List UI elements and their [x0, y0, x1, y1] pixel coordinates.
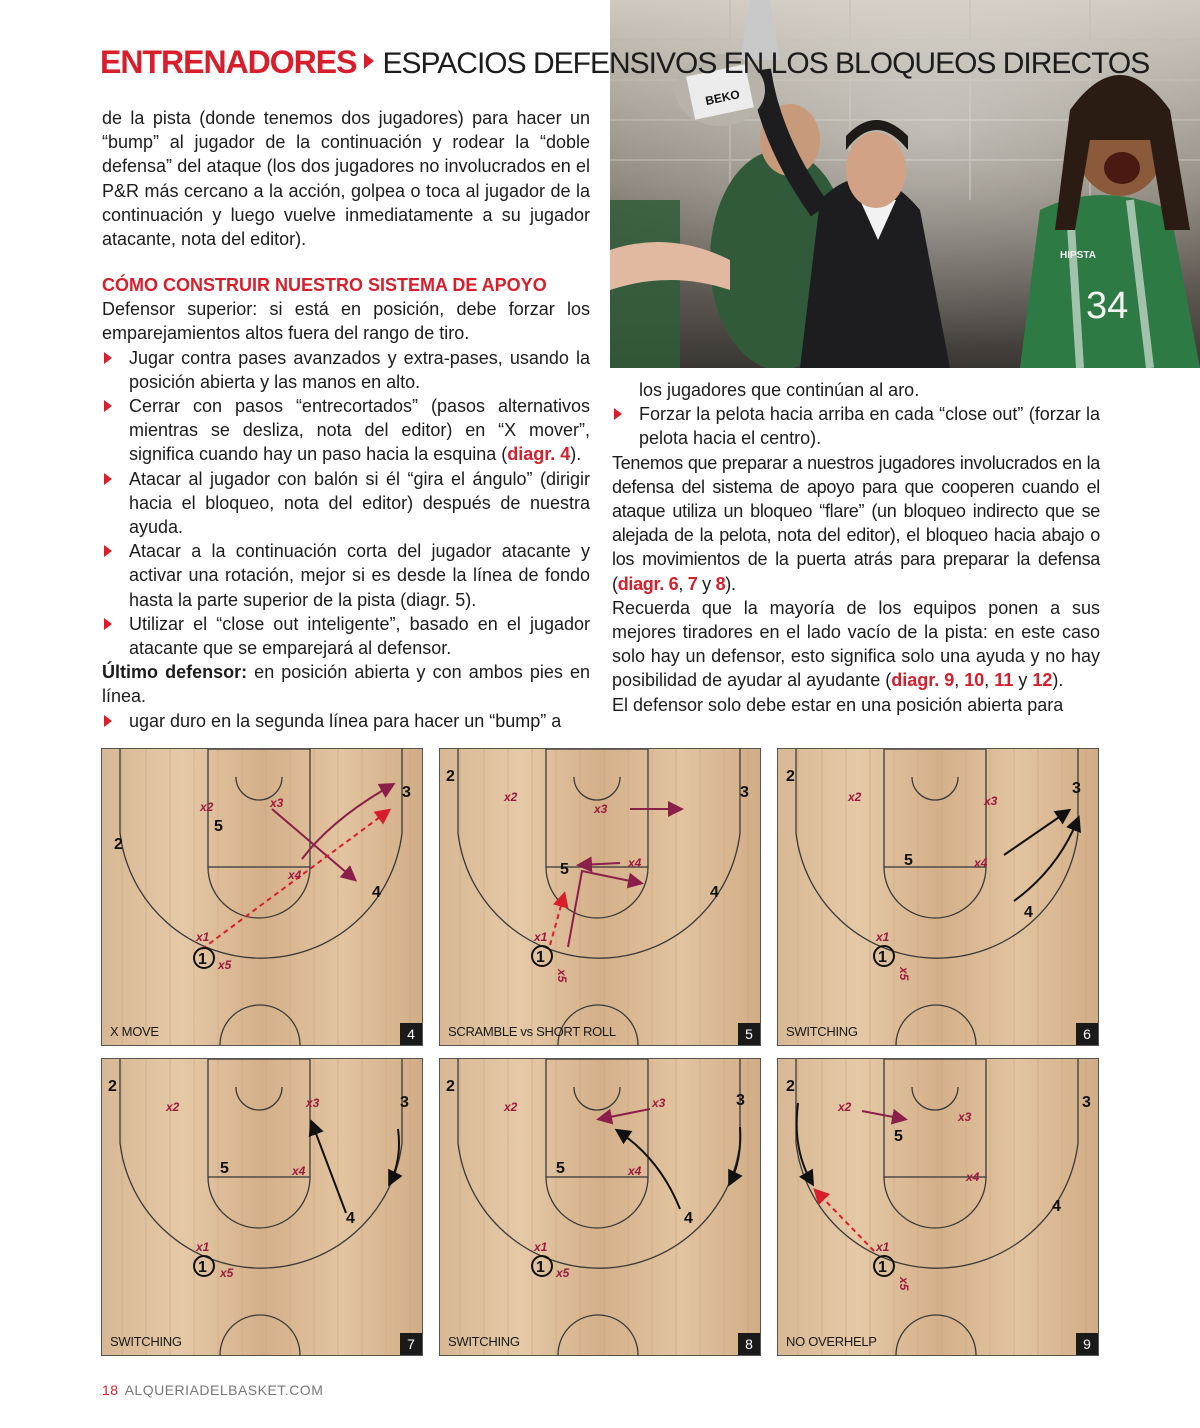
defense-player-label: x2 — [200, 800, 214, 814]
offense-player-label: 1 — [198, 1259, 207, 1276]
diagram-number: 7 — [400, 1333, 422, 1355]
offense-player-label: 5 — [220, 1160, 229, 1177]
header-arrow-icon — [364, 53, 374, 69]
defense-player-label: x5 — [218, 958, 232, 972]
bullet-list — [102, 346, 590, 661]
offense-player-label: 5 — [904, 852, 913, 869]
page-header — [100, 44, 1149, 84]
diagram-5-scramble — [439, 748, 761, 1046]
list-item: Atacar al jugador con balón si él “gira el ángulo” (dirigir hacia el bloqueo, nota del editor) después de nuestra ayuda. — [102, 467, 590, 540]
list-item: Cerrar con pasos “entrecortados” (pasos alternativos mientras se desliza, nota del editor) en “X mover”, significa cuando hay un paso hacia la esquina (diagr. 4). — [102, 394, 590, 467]
diagram-ref: diagr. 4 — [507, 444, 571, 465]
defense-player-label: x1 — [876, 930, 890, 944]
offense-player-label: 3 — [740, 784, 749, 801]
offense-player-label: 3 — [1082, 1094, 1091, 1111]
page-number: 18 — [102, 1382, 119, 1398]
defense-player-label: x3 — [652, 1096, 666, 1110]
diagram-7-switching — [101, 1058, 423, 1356]
offense-player-label: 4 — [1024, 904, 1033, 921]
diagram-ref: 12 — [1032, 670, 1053, 691]
defense-player-label: x5 — [555, 969, 569, 983]
defense-player-label: x5 — [556, 1266, 570, 1280]
offense-player-label: 3 — [1072, 780, 1081, 797]
offense-player-label: 3 — [736, 1092, 745, 1109]
defense-player-label: x1 — [196, 1240, 210, 1254]
diagram-label: SWITCHING — [110, 1334, 182, 1349]
paragraph: Recuerda que la mayoría de los equipos ponen a sus mejores tiradores en el lado vacío de la pista: en este caso solo hay un defensor, esto significa solo una ayuda y no hay posibilidad de ayudar al ayudante (diagr. 9, 10, 11 y 12). — [612, 597, 1100, 691]
court-svg — [440, 1059, 760, 1355]
defense-player-label: x3 — [984, 794, 998, 808]
defense-player-label: x4 — [628, 1164, 642, 1178]
offense-player-label: 2 — [446, 768, 455, 785]
diagram-ref: 10 — [964, 670, 985, 691]
page-footer — [102, 1382, 323, 1398]
paragraph: de la pista (donde tenemos dos jugadores) para hacer un “bump” al jugador de la continuación y rodear la “doble defensa” del ataque (los dos jugadores no involucrados en el P&R más cercano a la acción, golpea o toca al jugador de la continuación y luego vuelve inmediatamente a su jugador atacante, nota del editor). — [102, 108, 590, 250]
diagram-label: SWITCHING — [786, 1024, 858, 1039]
bullet-list — [102, 709, 590, 733]
diagram-number: 4 — [400, 1023, 422, 1045]
diagram-9-no-overhelp — [777, 1058, 1099, 1356]
jersey-number: 34 — [1086, 285, 1129, 327]
offense-player-label: 2 — [108, 1078, 117, 1095]
offense-player-label: 4 — [684, 1210, 693, 1227]
site-name: ALQUERIADELBASKET.COM — [124, 1382, 324, 1398]
defense-player-label: x2 — [504, 1100, 518, 1114]
diagram-ref: 7 — [687, 573, 698, 594]
text-column-right — [612, 378, 1100, 717]
paragraph: Último defensor: en posición abierta y con ambos pies en línea. — [102, 662, 590, 707]
court-svg — [102, 749, 422, 1045]
list-item: Utilizar el “close out inteligente”, basado en el jugador atacante que se emparejará al defensor. — [102, 612, 590, 660]
offense-player-label: 1 — [536, 1259, 545, 1276]
defense-player-label: x1 — [534, 930, 548, 944]
list-item: Atacar a la continuación corta del jugador atacante y activar una rotación, mejor si es desde la línea de fondo hasta la parte superior de la pista (diagr. 5). — [102, 539, 590, 612]
diagram-8-switching — [439, 1058, 761, 1356]
paragraph: Defensor superior: si está en posición, debe forzar los emparejamientos altos fuera del rango de tiro. — [102, 299, 590, 344]
offense-player-label: 2 — [786, 1078, 795, 1095]
defense-player-label: x1 — [534, 1240, 548, 1254]
court-svg — [102, 1059, 422, 1355]
defense-player-label: x4 — [628, 856, 642, 870]
list-item: los jugadores que continúan al aro. — [639, 380, 920, 400]
defense-player-label: x2 — [838, 1100, 852, 1114]
diagram-ref: diagr. 6 — [617, 573, 679, 594]
diagram-6-switching — [777, 748, 1099, 1046]
paragraph: Tenemos que preparar a nuestros jugadores involucrados en la defensa del sistema de apoyo para que cooperen cuando el ataque utiliza un bloqueo “flare” (un bloqueo indirecto que se alejada de la pelota, nota del editor), el bloqueo hacia abajo o los movimientos de la puerta atrás para preparar la defensa (diagr. 6, 7 y 8). — [612, 452, 1100, 594]
diagram-label: SWITCHING — [448, 1334, 520, 1349]
defense-player-label: x3 — [594, 802, 608, 816]
defense-player-label: x2 — [504, 790, 518, 804]
defense-player-label: x4 — [974, 856, 988, 870]
jersey-text: HIPSTA — [1060, 250, 1096, 261]
defense-player-label: x3 — [270, 796, 284, 810]
defense-player-label: x4 — [292, 1164, 306, 1178]
offense-player-label: 5 — [894, 1128, 903, 1145]
court-svg — [778, 749, 1098, 1045]
offense-player-label: 5 — [556, 1160, 565, 1177]
offense-player-label: 4 — [710, 884, 719, 901]
offense-player-label: 2 — [786, 768, 795, 785]
offense-player-label: 5 — [560, 861, 569, 878]
diagram-number: 5 — [738, 1023, 760, 1045]
defense-player-label: x5 — [220, 1266, 234, 1280]
diagram-ref: diagr. 9 — [891, 670, 955, 691]
diagram-label: X MOVE — [110, 1024, 159, 1039]
defense-player-label: x5 — [897, 967, 911, 981]
article-topic: ESPACIOS DEFENSIVOS EN LOS BLOQUEOS DIRECTOS — [382, 47, 1150, 80]
offense-player-label: 4 — [1052, 1198, 1061, 1215]
diagram-number: 8 — [738, 1333, 760, 1355]
defense-player-label: x2 — [166, 1100, 180, 1114]
section-title: ENTRENADORES — [100, 44, 357, 80]
offense-player-label: 1 — [536, 949, 545, 966]
text-column-left — [102, 106, 590, 733]
list-item: Jugar contra pases avanzados y extra-pases, usando la posición abierta y las manos en alto. — [102, 346, 590, 394]
defense-player-label: x4 — [288, 868, 302, 882]
court-svg — [440, 749, 760, 1045]
diagram-ref: 8 — [715, 573, 726, 594]
defense-player-label: x4 — [966, 1170, 980, 1184]
section-heading: CÓMO CONSTRUIR NUESTRO SISTEMA DE APOYO — [102, 275, 547, 296]
diagram-number: 9 — [1076, 1333, 1098, 1355]
diagram-4-x-move — [101, 748, 423, 1046]
diagram-label: NO OVERHELP — [786, 1334, 877, 1349]
diagram-number: 6 — [1076, 1023, 1098, 1045]
offense-player-label: 2 — [446, 1078, 455, 1095]
defense-player-label: x1 — [876, 1240, 890, 1254]
defense-player-label: x1 — [196, 930, 210, 944]
offense-player-label: 3 — [402, 784, 411, 801]
offense-player-label: 1 — [878, 1259, 887, 1276]
offense-player-label: 3 — [400, 1094, 409, 1111]
list-item: ugar duro en la segunda línea para hacer un “bump” a — [102, 709, 590, 733]
bullet-list — [612, 378, 1100, 451]
diagram-ref: 11 — [994, 670, 1014, 691]
offense-player-label: 4 — [346, 1210, 355, 1227]
diagram-label: SCRAMBLE vs SHORT ROLL — [448, 1024, 616, 1039]
defense-player-label: x3 — [306, 1096, 320, 1110]
offense-player-label: 2 — [114, 836, 123, 853]
court-svg — [778, 1059, 1098, 1355]
offense-player-label: 1 — [198, 951, 207, 968]
defense-player-label: x5 — [897, 1277, 911, 1291]
defense-player-label: x3 — [958, 1110, 972, 1124]
trophy-text: BEKO — [704, 87, 741, 109]
list-item: Forzar la pelota hacia arriba en cada “close out” (forzar la pelota hacia el centro). — [612, 402, 1100, 450]
offense-player-label: 5 — [214, 818, 223, 835]
offense-player-label: 4 — [372, 884, 381, 901]
offense-player-label: 1 — [878, 949, 887, 966]
defense-player-label: x2 — [848, 790, 862, 804]
paragraph: El defensor solo debe estar en una posición abierta para — [612, 694, 1064, 715]
